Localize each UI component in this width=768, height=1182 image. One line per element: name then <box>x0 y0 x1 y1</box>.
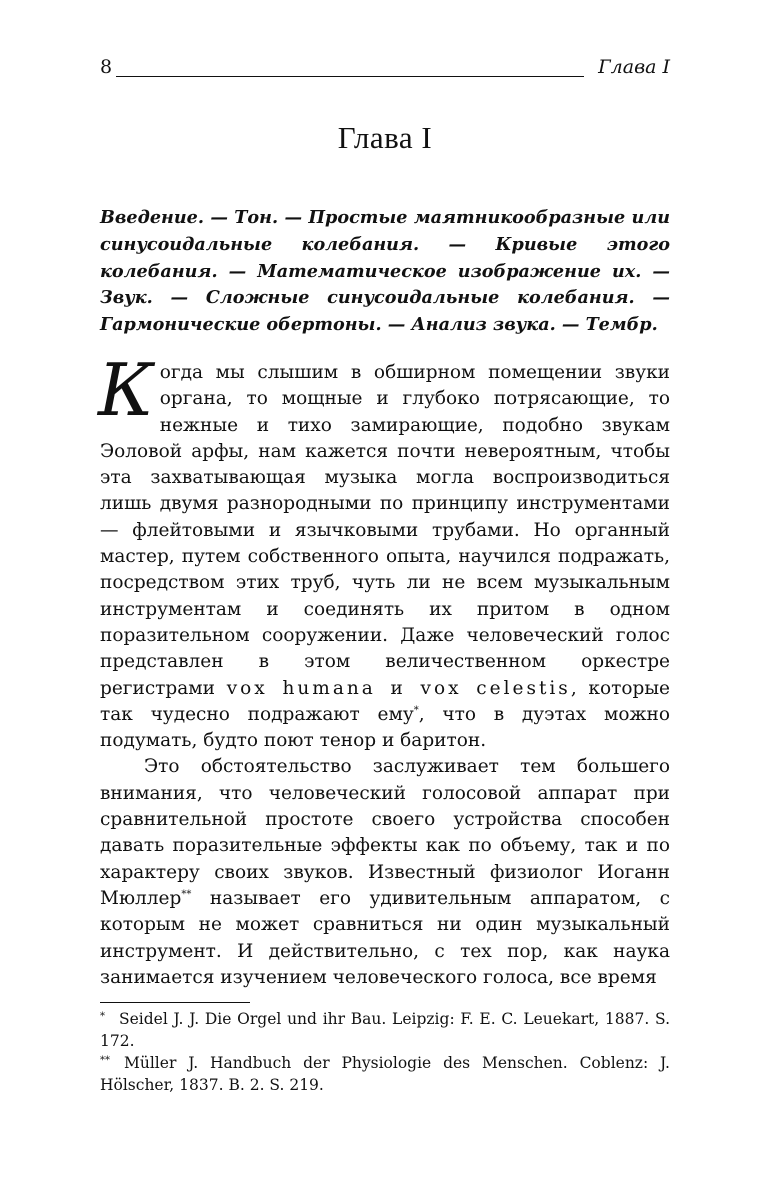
footnote-2-mark: ** <box>100 1055 110 1066</box>
footnote-rule <box>100 1002 250 1003</box>
paragraph-1-spaced-text: vox humana и vox celestis <box>226 677 571 699</box>
paragraph-1 <box>98 348 670 754</box>
footnote-ref-2[interactable]: ** <box>181 888 192 900</box>
running-title: Глава I <box>598 56 670 78</box>
footnote-2 <box>100 1052 670 1096</box>
chapter-title: Глава I <box>337 120 433 155</box>
footnotes <box>100 1008 670 1096</box>
chapter-synopsis: Введение. — Тон. — Простые маятникообразные или синусоидальные колебания. — Кривые этого колебания. — Математическое изображение их. — Звук. — Сложные синусоидальные колебания. — Гармонические обертоны. — Анализ звука. — Тембр. <box>100 207 670 336</box>
footnote-1 <box>100 1008 670 1052</box>
page-number: 8 <box>100 56 113 78</box>
body-text <box>98 348 670 991</box>
footnote-1-mark: * <box>100 1011 105 1022</box>
paragraph-2 <box>100 754 670 991</box>
drop-cap: К <box>98 348 154 432</box>
paragraph-2-text-a: Это обстоятельство заслуживает тем большего внимания, что человеческий голосовой аппарат при сравнительной простоте своего устройства способен давать поразительные эффекты как по объему, так и по характеру своих звуков. Известный физиолог Иоганн Мюллер <box>100 756 670 909</box>
paragraph-2-text-b: называет его удивительным аппаратом, с которым не может сравниться ни один музыкальный инструмент. И действительно, с тех пор, как наука занимается изучением человеческого голоса, все время <box>100 887 670 988</box>
paragraph-1-text-a: огда мы слышим в обширном помещении звуки органа, то мощные и глубоко потрясающие, то нежные и тихо замирающие, подобно звукам Эоловой арфы, нам кажется почти невероятным, чтобы эта захватывающая музыка могла воспроизводиться лишь двумя разнородными по принципу инструментами — флейтовыми и язычковыми трубами. Но органный мастер, путем собственного опыта, научился подражать, посредством этих труб, чуть ли не всем музыкальным инструментам и соединять их притом в одном поразительном сооружении. Даже человеческий голос представлен в этом величественном оркестре регистрами <box>100 362 670 699</box>
header-rule <box>116 76 584 77</box>
paragraph-1-text-c: , что в дуэтах можно подумать, будто поют тенор и баритон. <box>100 703 670 752</box>
running-head <box>100 56 670 82</box>
paragraph-1-text-b: , которые так чудесно подражают ему <box>100 677 670 725</box>
book-page <box>100 0 670 1182</box>
footnote-2-text: Müller J. Handbuch der Physiologie des Menschen. Coblenz: J. Hölscher, 1837. B. 2. S. 219. <box>100 1054 670 1094</box>
footnote-1-text: Seidel J. J. Die Orgel und ihr Bau. Leipzig: F. E. C. Leuekart, 1887. S. 172. <box>100 1010 670 1050</box>
footnote-ref-1[interactable]: * <box>413 704 419 716</box>
